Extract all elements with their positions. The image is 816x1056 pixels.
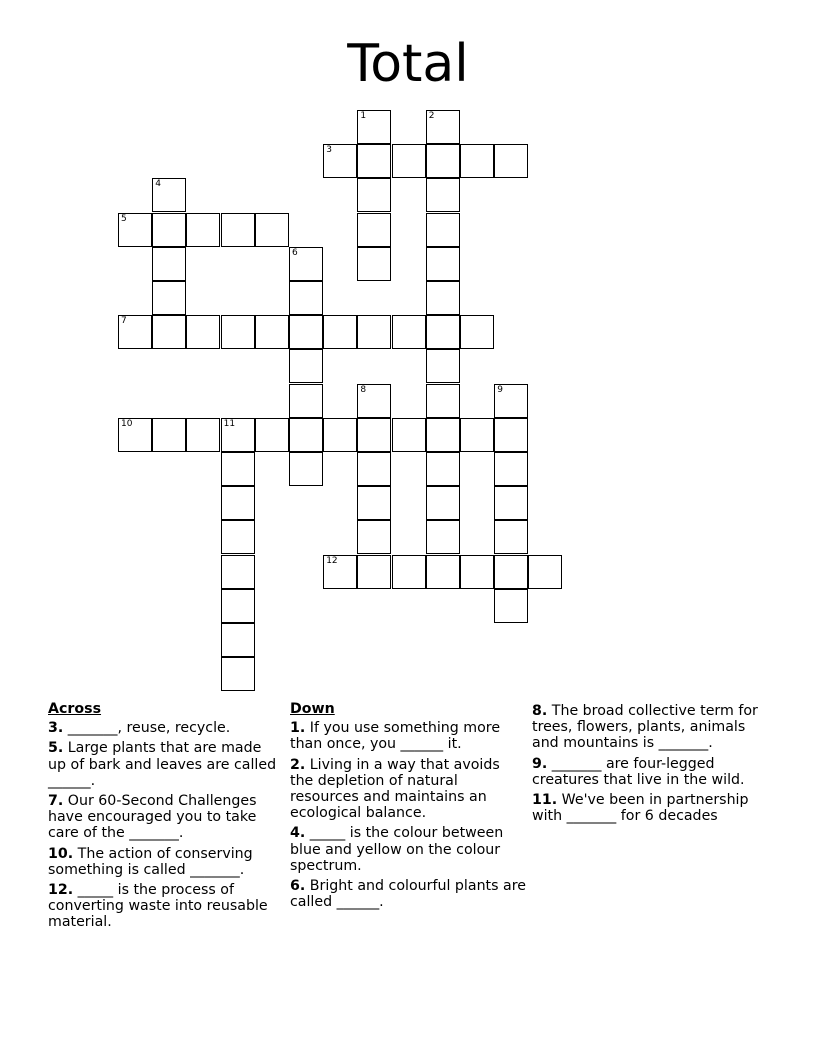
grid-cell[interactable]: [528, 555, 562, 589]
clue-text: Bright and colourful plants are called ______.: [290, 878, 526, 911]
grid-cell[interactable]: [255, 213, 289, 247]
clue-number-label: 8: [360, 384, 367, 395]
clue-number: 8.: [532, 703, 548, 719]
clue-number: 2.: [290, 756, 306, 773]
clue-text: Our 60-Second Challenges have encouraged you to take care of the _______.: [48, 793, 257, 842]
clue-number-label: 3: [326, 145, 332, 156]
clue-down-1: [290, 720, 526, 752]
grid-cell[interactable]: [118, 418, 152, 452]
clue-down-9: [532, 756, 772, 788]
grid-cell[interactable]: [118, 213, 152, 247]
grid-cell[interactable]: [426, 213, 460, 247]
clue-across-3: [48, 720, 280, 736]
grid-cell[interactable]: [323, 555, 357, 589]
clue-text: The broad collective term for trees, flowers, plants, animals and mountains is _______.: [532, 703, 758, 752]
grid-cell[interactable]: [152, 213, 186, 247]
grid-cell[interactable]: [494, 418, 528, 452]
clue-number: 5.: [48, 740, 64, 757]
clue-number: 12.: [48, 882, 74, 899]
grid-cell[interactable]: [426, 486, 460, 520]
grid-cell[interactable]: [357, 144, 391, 178]
grid-cell[interactable]: [357, 178, 391, 212]
clue-text: Large plants that are made up of bark and leaves are called ______.: [48, 740, 277, 789]
clue-text: _____ is the process of converting waste into reusable material.: [48, 882, 268, 931]
grid-cell[interactable]: [357, 384, 391, 418]
grid-cell[interactable]: [494, 452, 528, 486]
clue-number: 11.: [532, 792, 558, 809]
grid-cell[interactable]: [221, 452, 255, 486]
grid-cell[interactable]: [460, 315, 494, 349]
down-clues: [290, 701, 526, 914]
grid-cell[interactable]: [426, 315, 460, 349]
clue-text: _____ is the colour between blue and yellow on the colour spectrum.: [290, 825, 504, 874]
grid-cell[interactable]: [494, 144, 528, 178]
clue-down-2: [290, 757, 526, 822]
grid-cell[interactable]: [289, 452, 323, 486]
grid-cell[interactable]: [357, 247, 391, 281]
grid-cell[interactable]: [357, 110, 391, 144]
page-title: Total: [347, 34, 469, 94]
across-heading: Across: [48, 701, 102, 717]
grid-cell[interactable]: [494, 384, 528, 418]
across-clues: [48, 701, 280, 935]
grid-cell[interactable]: [152, 418, 186, 452]
clue-text: _______ are four-legged creatures that live in the wild.: [532, 755, 745, 788]
grid-cell[interactable]: [152, 247, 186, 281]
clue-number-label: 2: [428, 111, 435, 121]
clue-text: If you use something more than once, you ______ it.: [290, 720, 501, 753]
clue-number-label: 4: [155, 179, 161, 190]
grid-cell[interactable]: [357, 555, 391, 589]
grid-cell[interactable]: [426, 110, 460, 144]
clue-down-4: [290, 825, 526, 874]
clue-number: 10.: [48, 845, 74, 862]
grid-cell[interactable]: [152, 178, 186, 212]
down-heading: Down: [290, 701, 335, 717]
grid-cell[interactable]: [357, 486, 391, 520]
grid-cell[interactable]: [494, 555, 528, 589]
grid-cell[interactable]: [426, 349, 460, 383]
grid-cell[interactable]: [426, 178, 460, 212]
grid-cell[interactable]: [221, 213, 255, 247]
grid-cell[interactable]: [426, 281, 460, 315]
grid-cell[interactable]: [289, 315, 323, 349]
clue-number: 3.: [48, 720, 64, 737]
grid-cell[interactable]: [221, 315, 255, 349]
grid-cell[interactable]: [357, 315, 391, 349]
grid-cell[interactable]: [323, 144, 357, 178]
clue-number: 1.: [290, 720, 306, 737]
grid-cell[interactable]: [221, 589, 255, 623]
clue-number: 4.: [290, 825, 306, 842]
grid-cell[interactable]: [323, 315, 357, 349]
clue-number-label: 10: [121, 418, 133, 429]
grid-cell[interactable]: [392, 418, 426, 452]
grid-cell[interactable]: [221, 657, 255, 691]
clue-number-label: 7: [121, 316, 127, 327]
grid-cell[interactable]: [289, 281, 323, 315]
clue-number-label: 1: [360, 111, 367, 121]
grid-cell[interactable]: [426, 247, 460, 281]
grid-cell[interactable]: [357, 520, 391, 554]
grid-cell[interactable]: [460, 555, 494, 589]
grid-cell[interactable]: [426, 418, 460, 452]
clue-text: _______, reuse, recycle.: [67, 720, 231, 737]
grid-cell[interactable]: [460, 418, 494, 452]
grid-cell[interactable]: [186, 315, 220, 349]
grid-cell[interactable]: [255, 315, 289, 349]
grid-cell[interactable]: [426, 555, 460, 589]
clue-down-11: [532, 792, 772, 824]
clue-number-label: 11: [223, 418, 236, 429]
grid-cell[interactable]: [392, 144, 426, 178]
grid-cell[interactable]: [221, 486, 255, 520]
grid-cell[interactable]: [289, 349, 323, 383]
grid-cell[interactable]: [426, 384, 460, 418]
grid-cell[interactable]: [426, 520, 460, 554]
grid-cell[interactable]: [152, 315, 186, 349]
clue-number-label: 6: [292, 247, 298, 258]
clue-across-7: [48, 793, 280, 842]
grid-cell[interactable]: [221, 418, 255, 452]
clue-number: 6.: [290, 878, 306, 895]
clue-down-8: [532, 703, 772, 752]
grid-cell[interactable]: [357, 213, 391, 247]
grid-cell[interactable]: [426, 144, 460, 178]
grid-cell[interactable]: [289, 418, 323, 452]
clue-number-label: 5: [121, 213, 127, 224]
clue-number: 7.: [48, 793, 64, 810]
grid-cell[interactable]: [357, 418, 391, 452]
grid-cell[interactable]: [494, 486, 528, 520]
clue-number-label: 9: [497, 384, 503, 395]
clue-down-6: [290, 878, 526, 910]
grid-cell[interactable]: [152, 281, 186, 315]
grid-cell[interactable]: [186, 418, 220, 452]
grid-cell[interactable]: [357, 452, 391, 486]
clue-number: 9.: [532, 755, 548, 772]
grid-cell[interactable]: [426, 452, 460, 486]
grid-cell[interactable]: [494, 520, 528, 554]
grid-cell[interactable]: [221, 555, 255, 589]
grid-cell[interactable]: [460, 144, 494, 178]
clue-text: The action of conserving something is called _______.: [48, 845, 253, 878]
clue-text: We've been in partnership with _______ for 6 decades: [532, 792, 749, 825]
clue-across-5: [48, 740, 280, 789]
grid-cell[interactable]: [289, 247, 323, 281]
clue-across-12: [48, 882, 280, 931]
clue-number-label: 12: [326, 555, 338, 566]
clue-across-10: [48, 846, 280, 878]
grid-cell[interactable]: [392, 555, 426, 589]
grid-cell[interactable]: [323, 418, 357, 452]
grid-cell[interactable]: [494, 589, 528, 623]
grid-cell[interactable]: [221, 623, 255, 657]
grid-cell[interactable]: [392, 315, 426, 349]
clue-text: Living in a way that avoids the depletion of natural resources and maintains an ecological balance.: [290, 756, 500, 822]
grid-cell[interactable]: [186, 213, 220, 247]
grid-cell[interactable]: [221, 520, 255, 554]
down-clues-continued: [532, 703, 772, 828]
grid-cell[interactable]: [118, 315, 152, 349]
grid-cell[interactable]: [289, 384, 323, 418]
grid-cell[interactable]: [255, 418, 289, 452]
